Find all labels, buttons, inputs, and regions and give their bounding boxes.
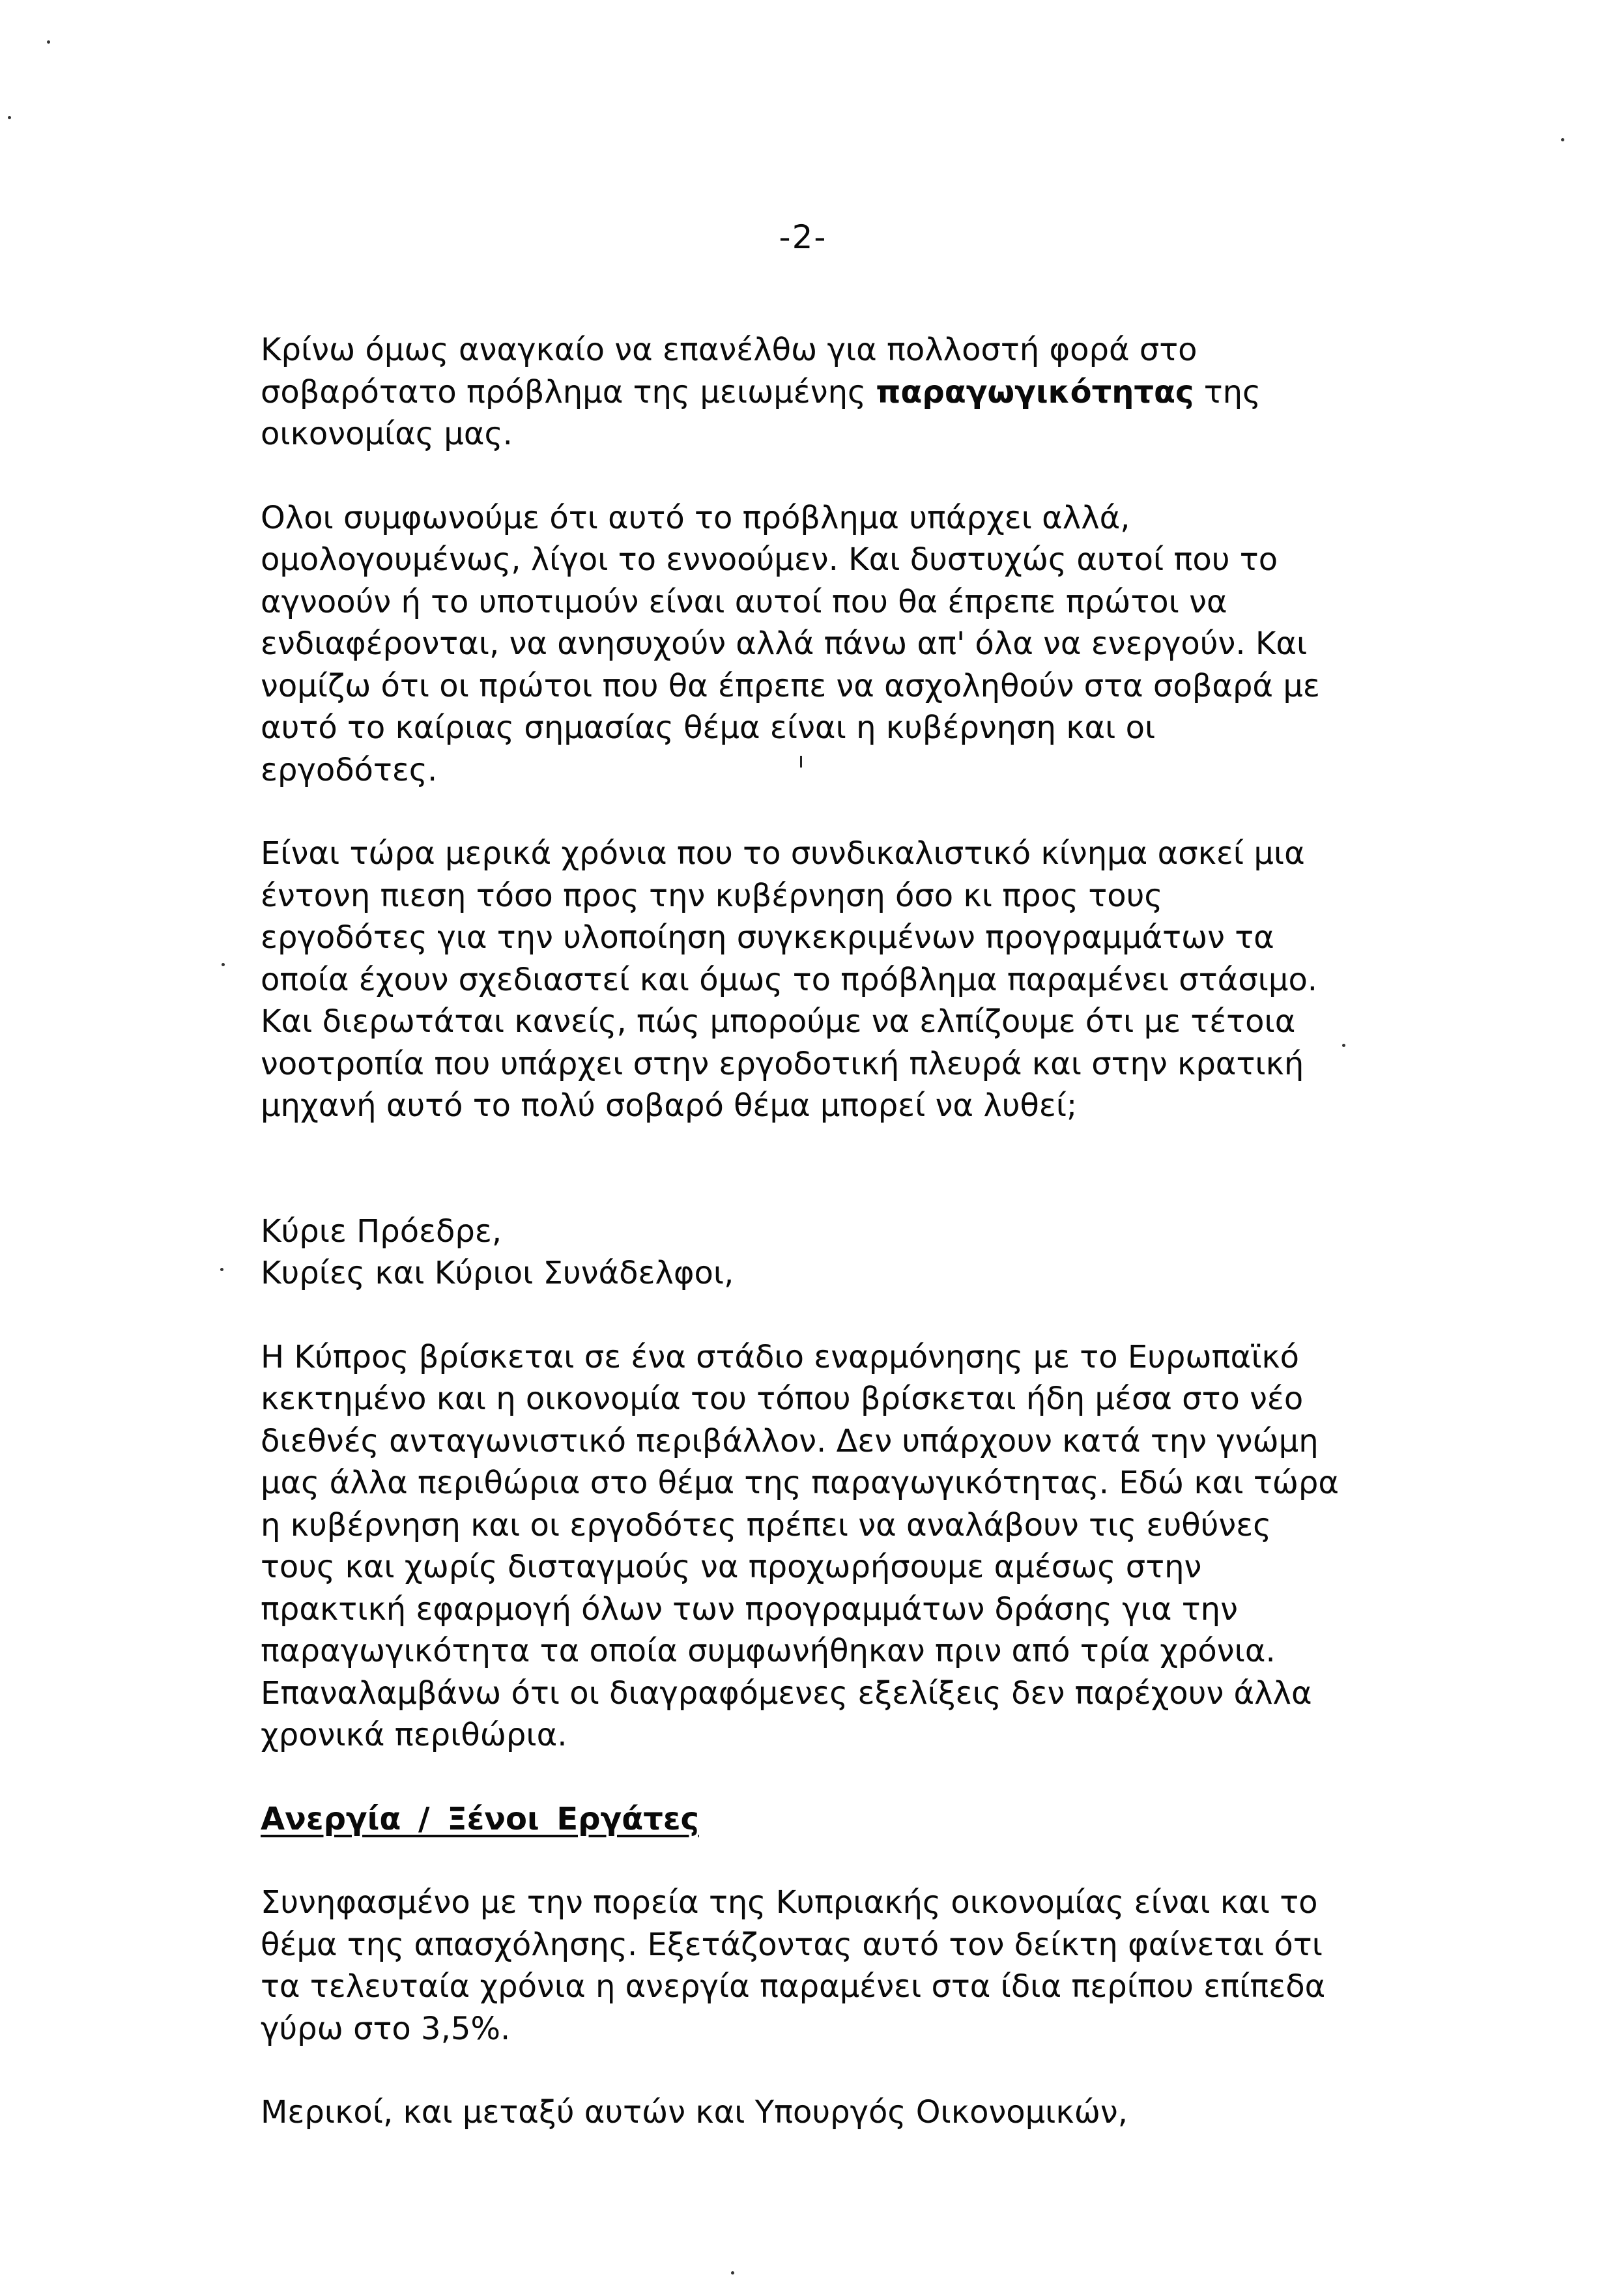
greeting-line: Κυρίες και Κύριοι Συνάδελφοι, bbox=[261, 1255, 734, 1291]
text-line: Ολοι συμφωνούμε ότι αυτό το πρόβλημα υπάρχει αλλά, bbox=[261, 499, 1130, 536]
scan-speck bbox=[222, 963, 225, 966]
bold-term: παραγωγικότητας bbox=[876, 373, 1194, 410]
text-line bbox=[261, 371, 1433, 414]
text-line: αγνοούν ή το υποτιμούν είναι αυτοί που θα έπρεπε πρώτοι να bbox=[261, 583, 1227, 620]
scan-speck bbox=[1561, 138, 1564, 141]
text-line: ομολογουμένως, λίγοι το εννοούμεν. Και δυστυχώς αυτοί που το bbox=[261, 541, 1278, 578]
text-line: Κρίνω όμως αναγκαίο να επανέλθω για πολλοστή φορά στο bbox=[261, 332, 1197, 368]
page-number: -2- bbox=[779, 218, 827, 256]
text-line: διεθνές ανταγωνιστικό περιβάλλον. Δεν υπάρχουν κατά την γνώμη bbox=[261, 1422, 1319, 1459]
text-segment: σοβαρότατο πρόβλημα της μειωμένης bbox=[261, 373, 867, 410]
scan-speck bbox=[220, 1268, 223, 1271]
text-line: Η Κύπρος βρίσκεται σε ένα στάδιο εναρμόνησης με το Ευρωπαϊκό bbox=[261, 1338, 1300, 1375]
scan-speck bbox=[47, 40, 50, 44]
greeting-line: Κύριε Πρόεδρε, bbox=[261, 1213, 502, 1250]
text-line: οποία έχουν σχεδιαστεί και όμως το πρόβλημα παραμένει στάσιμο. bbox=[261, 961, 1318, 998]
text-line: κεκτημένο και η οικονομία του τόπου βρίσκεται ήδη μέσα στο νέο bbox=[261, 1381, 1304, 1417]
text-line: Επαναλαμβάνω ότι οι διαγραφόμενες εξελίξεις δεν παρέχουν άλλα bbox=[261, 1674, 1312, 1712]
text-line: εργοδότες. bbox=[261, 751, 438, 788]
paragraph-agreement bbox=[261, 497, 1433, 792]
text-line: μας άλλα περιθώρια στο θέμα της παραγωγικότητας. Εδώ και τώρα bbox=[261, 1465, 1340, 1501]
scan-speck bbox=[731, 2271, 734, 2274]
text-line: νοοτροπία που υπάρχει στην εργοδοτική πλευρά και στην κρατική bbox=[261, 1045, 1304, 1082]
paragraph-closing bbox=[261, 2091, 1433, 2134]
text-line: τα τελευταία χρόνια η ανεργία παραμένει στα ίδια περίπου επίπεδα bbox=[261, 1968, 1326, 2005]
text-line: εργοδότες για την υλοποίηση συγκεκριμένων προγραμμάτων τα bbox=[261, 919, 1274, 956]
document-body bbox=[261, 329, 1433, 2175]
paragraph-productivity bbox=[261, 329, 1433, 455]
paragraph-cyprus-harmonisation bbox=[261, 1336, 1433, 1757]
text-line: θέμα της απασχόλησης. Εξετάζοντας αυτό τον δείκτη φαίνεται ότι bbox=[261, 1926, 1323, 1963]
text-line: τους και χωρίς δισταγμούς να προχωρήσουμε αμέσως στην bbox=[261, 1549, 1202, 1585]
text-line: αυτό το καίριας σημασίας θέμα είναι η κυβέρνηση και οι bbox=[261, 710, 1156, 746]
greeting bbox=[261, 1211, 1433, 1295]
text-line: γύρω στο 3,5%. bbox=[261, 2010, 511, 2047]
section-heading: Ανεργία / Ξένοι Εργάτες bbox=[261, 1800, 700, 1837]
text-line: χρονικά περιθώρια. bbox=[261, 1717, 567, 1753]
paragraph-unemployment bbox=[261, 1882, 1433, 2050]
text-line: Είναι τώρα μερικά χρόνια που το συνδικαλιστικό κίνημα ασκεί μια bbox=[261, 835, 1305, 872]
text-line: οικονομίας μας. bbox=[261, 416, 513, 452]
text-line: παραγωγικότητα τα οποία συμφωνήθηκαν πριν από τρία χρόνια. bbox=[261, 1633, 1276, 1669]
paragraph-union-pressure bbox=[261, 833, 1433, 1127]
text-line: Συνηφασμένο με την πορεία της Κυπριακής οικονομίας είναι και το bbox=[261, 1884, 1318, 1921]
scan-speck bbox=[8, 116, 11, 119]
text-line: ενδιαφέρονται, να ανησυχούν αλλά πάνω απ' όλα να ενεργούν. Και bbox=[261, 625, 1308, 662]
text-segment: της bbox=[1203, 373, 1261, 410]
text-line: μηχανή αυτό το πολύ σοβαρό θέμα μπορεί να λυθεί; bbox=[261, 1087, 1078, 1124]
text-line: η κυβέρνηση και οι εργοδότες πρέπει να αναλάβουν τις ευθύνες bbox=[261, 1506, 1272, 1543]
text-line: Και διερωτάται κανείς, πώς μπορούμε να ελπίζουμε ότι με τέτοια bbox=[261, 1003, 1296, 1040]
text-line: Μερικοί, και μεταξύ αυτών και Υπουργός Οικονομικών, bbox=[261, 2094, 1128, 2131]
text-line: έντονη πιεση τόσο προς την κυβέρνηση όσο κι προς τους bbox=[261, 877, 1163, 914]
text-line: πρακτική εφαρμογή όλων των προγραμμάτων δράσης για την bbox=[261, 1590, 1238, 1628]
text-line: νομίζω ότι οι πρώτοι που θα έπρεπε να ασχοληθούν στα σοβαρά με bbox=[261, 667, 1320, 704]
